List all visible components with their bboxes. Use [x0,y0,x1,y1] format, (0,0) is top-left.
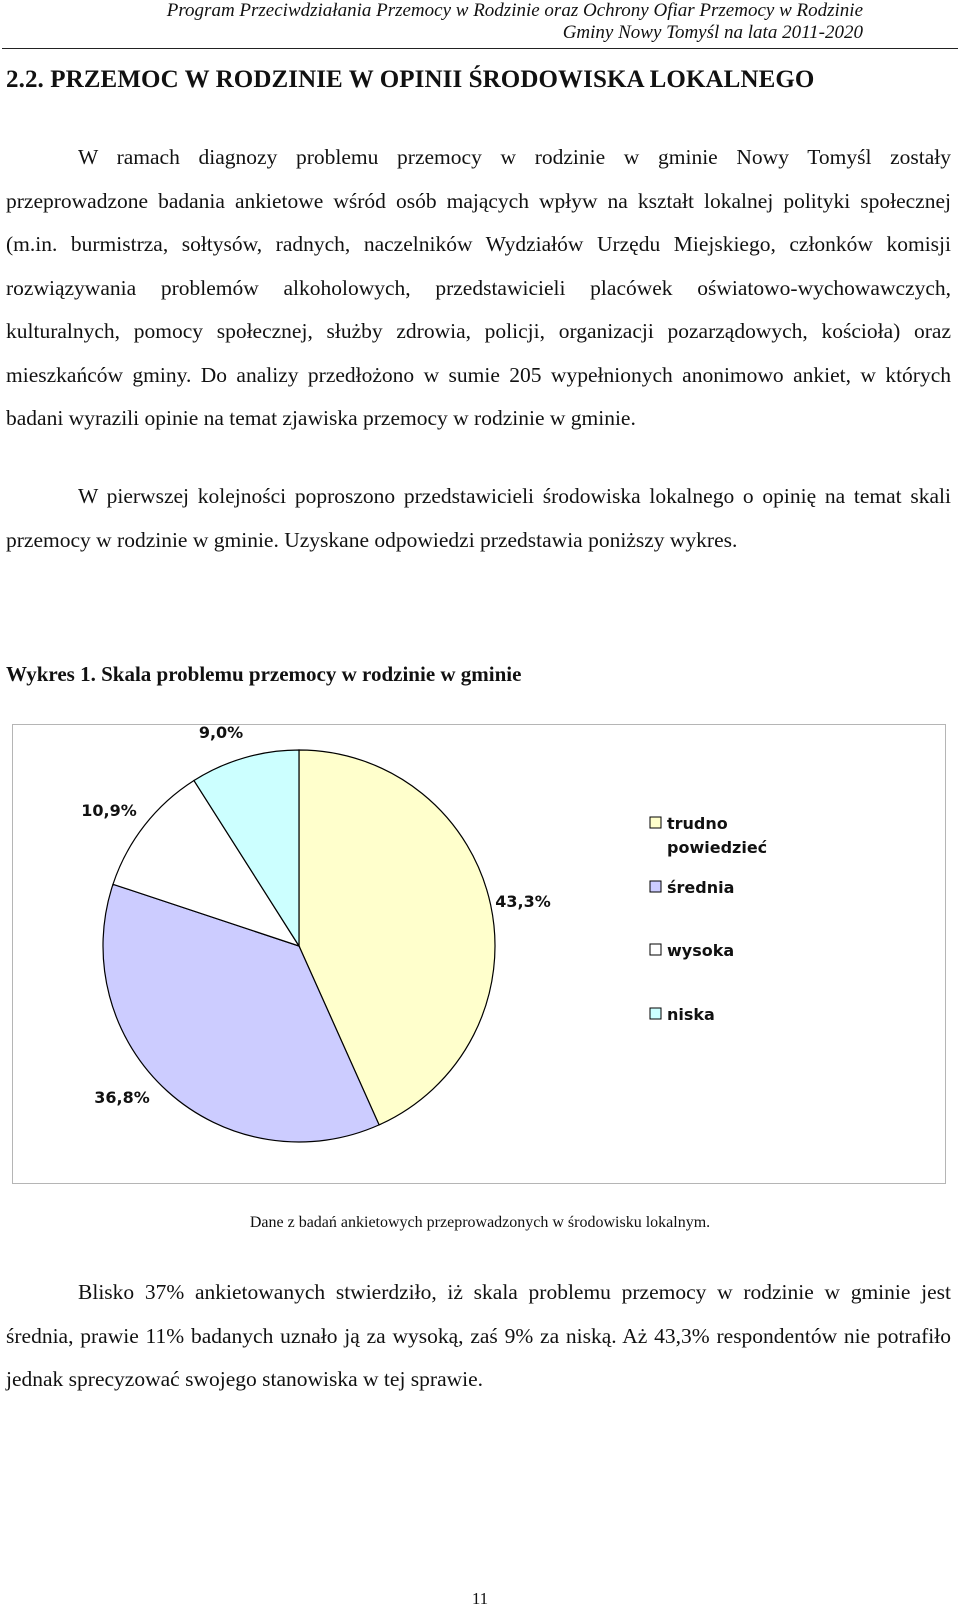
data-label-srednia: 36,8% [94,1088,150,1107]
chart-source-note: Dane z badań ankietowych przeprowadzonych w środowisku lokalnym. [249,1214,711,1231]
paragraph-2: W pierwszej kolejności poproszono przedstawicieli środowiska lokalnego o opinię na temat skali przemocy w rodzinie w gminie. Uzyskane odpowiedzi przedstawia poniższy wykres. [6,484,951,552]
header-title-line-1: Program Przeciwdziałania Przemocy w Rodzinie oraz Ochrony Ofiar Przemocy w Rodzinie [166,0,863,21]
pie-slices [103,750,495,1142]
intro-paragraph [6,136,951,441]
paragraph-3: Blisko 37% ankietowanych stwierdziło, iż skala problemu przemocy w rodzinie w gminie jest średnia, prawie 11% badanych uznało ją za wysoką, zaś 9% za niską. Aż 43,3% respondentów nie potrafiło jednak sprecyzować swojego stanowiska w tej sprawie. [6,1280,951,1391]
pie-chart [13,725,945,1183]
document-header [0,0,960,44]
page-number: 11 [471,1589,489,1608]
data-label-wysoka: 10,9% [81,801,137,820]
data-label-trudno: 43,3% [495,892,551,911]
data-label-niska: 9,0% [198,725,244,742]
chart-caption: Wykres 1. Skala problemu przemocy w rodzinie w gminie [6,662,522,686]
legend-label-wysoka: wysoka [667,941,735,960]
header-title-line-2: Gminy Nowy Tomyśl na lata 2011-2020 [562,22,863,43]
paragraph-1: W ramach diagnozy problemu przemocy w rodzinie w gminie Nowy Tomyśl zostały przeprowadzone badania ankietowe wśród osób mających wpływ na kształt lokalnej polityki społecznej (m.in. burmistrza, sołtysów, radnych, naczelników Wydziałów Urzędu Miejskiego, członków komisji rozwiązywania problemów alkoholowych, przedstawicieli placówek oświatowo-wychowawczych, kulturalnych, pomocy społecznej, służby zdrowia, policji, organizacji pozarządowych, kościoła) oraz mieszkańców gminy. Do analizy przedłożono w sumie 205 wypełnionych anonimowo ankiet, w których badani wyrazili opinie na temat zjawiska przemocy w rodzinie w gminie. [6,145,951,430]
section-heading: 2.2. PRZEMOC W RODZINIE W OPINII ŚRODOWISKA LOKALNEGO [6,66,815,93]
legend-label-trudno-1: trudno [667,814,728,833]
legend-label-srednia: średnia [667,878,735,897]
second-paragraph [6,475,951,562]
legend-label-trudno-2: powiedzieć [667,838,768,857]
legend-swatch-srednia [650,881,661,892]
legend-swatch-niska [650,1008,661,1019]
legend-label-niska: niska [667,1005,715,1024]
legend-swatch-wysoka [650,944,661,955]
summary-paragraph [6,1271,951,1402]
legend-swatch-trudno [650,817,661,828]
header-divider [2,48,958,49]
pie-chart-frame [12,724,946,1184]
